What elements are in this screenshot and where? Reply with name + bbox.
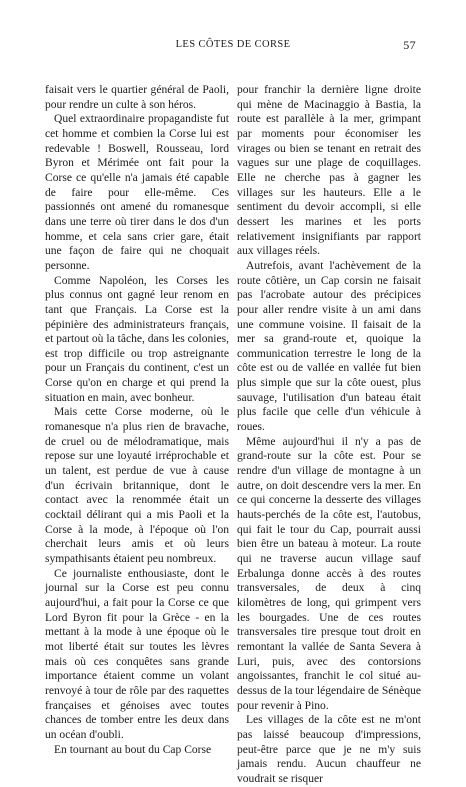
paragraph: Quel extraordinaire propagandiste fut cet homme et combien la Corse lui est redevable ! Boswell, Rousseau, lord Byron et Mérimée ont fait pour la Corse ce qu'elle n'a jamais été capable de faire pour elle-même. Ces passionnés ont amené du romanesque dans une terre où tirer dans le dos d'un homme, et cela sans crier gare, était une façon de faire qui ne choquait personne. — [45, 113, 229, 272]
paragraph: pour franchir la dernière ligne droite qui mène de Macinaggio à Bastia, la route est parallèle à la mer, grimpant par moments pour économiser les virages ou bien se tenant en retrait des vagues sur une plage de coquillages. Elle ne cherche pas à gagner les villages sur les hauteurs. Elle a le sentiment du devoir accompli, si elle dessert les marines et les ports relativement insignifiants par rapport aux villages réels. — [237, 84, 421, 258]
running-title: LES CÔTES DE CORSE — [175, 39, 291, 50]
paragraph: En tournant au bout du Cap Corse — [54, 743, 212, 756]
paragraph: Les villages de la côte est ne m'ont pas laissé beaucoup d'impressions, peut-être parce que je ne m'y suis jamais rendu. Aucun chauffeur ne voudrait se risquer — [237, 714, 421, 785]
right-column — [237, 83, 421, 787]
paragraph: Autrefois, avant l'achèvement de la route côtière, un Cap corsin ne faisait pas l'acrobate autour des précipices pour aller rendre visite à un ami dans une commune voisine. Il faisait de la mer sa grand-route et, quoique la communication terrestre le long de la côte est ou de vallée en vallée fut bien plus simple que sur la côte ouest, plus sauvage, l'utilisation d'un bateau était plus facile que celle d'un véhicule à roues. — [237, 259, 421, 434]
paragraph: Mais cette Corse moderne, où le romanesque n'a plus rien de bravache, de cruel ou de mélodramatique, mais repose sur une loyauté irréprochable et un talent, est perdue de vue à cause d'un écrivain britannique, dont le contact avec la renommée était un cocktail délirant qui a mis Paoli et la Corse à la mode, à l'époque où l'on cherchait leurs amis et où leurs sympathisants étaient peu nombreux. — [45, 406, 229, 565]
page-number: 57 — [403, 38, 416, 52]
paragraph: Même aujourd'hui il n'y a pas de grand-route sur la côte est. Pour se rendre d'un village de montagne à un autre, on doit descendre vers la mer. En ce qui concerne la desserte des villages hauts-perchés de la côte est, l'autobus, qui fait le tour du Cap, pourrait aussi bien être un bateau à moteur. La route qui ne traverse aucun village sauf Erbalunga donne accès à des routes transversales, de deux à cinq kilomètres de long, qui grimpent vers les bourgades. Une de ces routes transversales tire presque tout droit en remontant la vallée de Santa Severa à Luri, puis, avec des contorsions angoissantes, franchit le col situé au-dessus de la tour légendaire de Sénèque pour revenir à Pino. — [237, 435, 421, 712]
paragraph: faisait vers le quartier général de Paoli, pour rendre un culte à son héros. — [45, 84, 229, 111]
running-head — [0, 39, 466, 53]
paragraph: Ce journaliste enthousiaste, dont le journal sur la Corse est peu connu aujourd'hui, a fait pour la Corse ce que Lord Byron fit pour la Grèce - en la mettant à la mode à une époque où le mot liberté était sur toutes les lèvres mais où ces conquêtes sans grande importance étaient comme un volant renvoyé à tour de rôle par des raquettes françaises et génoises avec toutes chances de tomber entre les deux dans un océan d'oubli. — [45, 567, 229, 741]
left-column — [45, 83, 229, 757]
paragraph: Comme Napoléon, les Corses les plus connus ont gagné leur renom en tant que Français. La Corse est la pépinière des administrateurs français, et partout où la tâche, dans les colonies, est trop difficile ou trop astreignante pour un Français du continent, c'est un Corse qu'on en charge et qui prend la situation en main, avec bonheur. — [45, 274, 229, 404]
